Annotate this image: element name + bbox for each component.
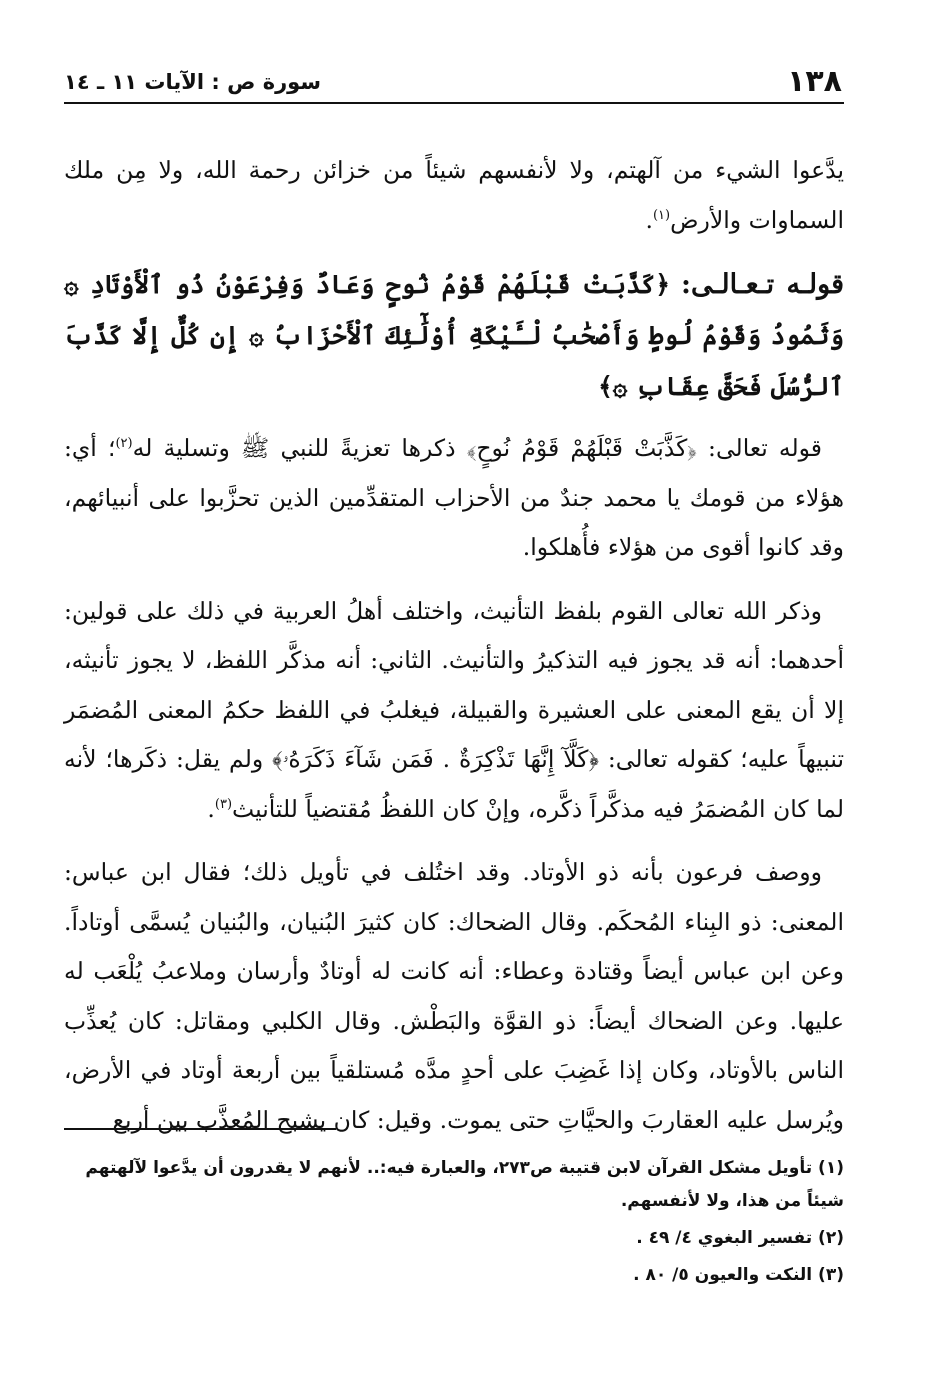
paragraph-text: يدَّعوا الشيء من آلهتم، ولا لأنفسهم شيئاً من خزائن رحمة الله، ولا مِن ملك السماوات والأرض [64, 156, 844, 234]
footnote-3: (٣) النكت والعيون ٥/ ٨٠ . [633, 1265, 844, 1285]
paragraph-3 [64, 587, 844, 835]
verse-text: ﴿كَذَّبَتْ قَبْلَهُمْ قَوْمُ نُوحٍ وَعَادٌ وَفِرْعَوْنُ ذُو ٱلْأَوْتَادِ ۞ وَثَمُودُ وَقَوْمُ لُوطٍ وَأَصْحَٰبُ لْـَٔيْكَةِ أُوْلَٰٓئِكَ ٱلْأَحْزَابُ ۞ إِن كُلٌّ إِلَّا كَذَّبَ ٱلرُّسُلَ فَحَقَّ عِقَابِ ۞﴾ [64, 270, 844, 401]
paragraph-end: . [645, 205, 653, 234]
paragraph-2 [64, 424, 844, 573]
paragraph-text: ووصف فرعون بأنه ذو الأوتاد. وقد اختُلف في تأويل ذلك؛ فقال ابن عباس: المعنى: ذو البِناء المُحكَم. وقال الضحاك: كان كثيرَ البُنيان، والبُنيان يُسمَّى أوتاداً. وعن ابن عباس أيضاً وقتادة وعطاء: أنه كانت له أوتادٌ وأرسان وملاعبُ يُلْعَب له عليها. وعن الضحاك أيضاً: ذو القوَّة والبَطْش. وقال الكلبي ومقاتل: كان يُعذِّب الناس بالأوتاد، وكان إذا غَضِبَ على أحدٍ مدَّه مُستلقياً بين أربعة أوتاد في الأرض، ويُرسل عليه العقاربَ والحيَّاتِ حتى يموت. وقيل: كان يشبح المُعذَّب بين أربع [64, 858, 844, 1134]
running-title: سورة ص : الآيات ١١ ـ ١٤ [64, 70, 321, 94]
main-text [64, 146, 844, 1159]
footnote-2: (٢) تفسير البغوي ٤/ ٤٩ . [636, 1228, 844, 1248]
page-number: ١٣٨ [787, 64, 842, 99]
paragraph-1 [64, 146, 844, 245]
quran-verse-block [64, 259, 844, 412]
footnote-ref-2[interactable]: (٢) [115, 436, 133, 452]
footnote-ref-1[interactable]: (١) [652, 207, 671, 223]
paragraph-text: وذكر الله تعالى القوم بلفظ التأنيث، واختلف أهلُ العربية في ذلك على قولين: أحدهما: أنه قد يجوز فيه التذكيرُ والتأنيث. الثاني: أنه مذكَّر اللفظ، لا يجوز تأنيثه، إلا أن يقع المعنى على العشيرة والقبيلة، فيغلبُ في اللفظ حكمُ المعنى المُضمَر تنبيهاً عليه؛ كقوله تعالى: ﴿كَلَّآ إِنَّهَا تَذْكِرَةٌ . فَمَن شَآءَ ذَكَرَهُۥ﴾ ولم يقل: ذكَرها؛ لأنه لما كان المُضمَرُ فيه مذكَّراً ذكَّره، وإنْ كان اللفظُ مُقتضياً للتأنيث [64, 596, 844, 823]
verse-label: قولـه تـعـالـى: [680, 269, 845, 300]
paragraph-text-cont: ؛ أي: هؤلاء من قومك يا محمد جندٌ من الأحزاب المتقدِّمين الذين تحزَّبوا على أنبيائهم، وقد كانوا أقوى من هؤلاء فأُهلكوا. [64, 434, 844, 561]
paragraph-text: قوله تعالى: ﴿كَذَّبَتْ قَبْلَهُمْ قَوْمُ نُوحٍ﴾ ذكرها تعزيةً للنبي ﷺ وتسلية له [132, 434, 823, 462]
book-page [64, 60, 844, 1320]
paragraph-end: . [207, 794, 215, 823]
paragraph-4 [64, 848, 844, 1145]
footnote-ref-3[interactable]: (٣) [214, 796, 233, 812]
running-header [64, 60, 844, 100]
header-rule [64, 102, 844, 104]
footnote-separator [64, 1128, 336, 1130]
footnote-1: (١) تأويل مشكل القرآن لابن قتيبة ص٢٧٣، والعبارة فيه:.. لأنهم لا يقدرون أن يدَّعوا لآلهتهم شيئاً من هذا، ولا لأنفسهم. [85, 1158, 844, 1211]
footnotes [64, 1152, 844, 1296]
